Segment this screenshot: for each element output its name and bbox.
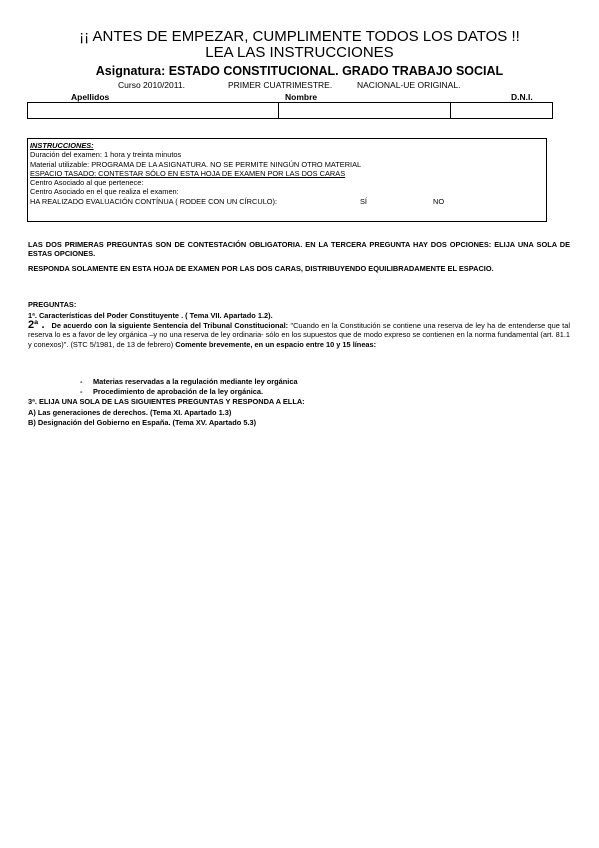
question-2-instruction: Comente brevemente, en un espacio entre 10 y 15 líneas: xyxy=(175,339,377,349)
instructions-box xyxy=(27,138,547,222)
term-label: PRIMER CUATRIMESTRE. xyxy=(228,80,333,90)
continuous-evaluation-row xyxy=(30,197,546,206)
center-belongs-label: Centro Asociado al que pertenece: xyxy=(30,178,144,188)
question-3-option-a: A) Las generaciones de derechos. (Tema XI. Apartado 1.3) xyxy=(28,408,232,417)
question-2 xyxy=(28,321,570,349)
continuous-evaluation-label: HA REALIZADO EVALUACIÓN CONTÍNUA ( RODEE CON UN CÍRCULO): xyxy=(30,196,278,206)
exam-type-label: NACIONAL-UE ORIGINAL. xyxy=(357,80,461,90)
id-fields-box xyxy=(27,102,553,119)
dni-label: D.N.I. xyxy=(511,92,533,102)
question-2-number: 2ª . xyxy=(28,319,45,331)
question-3-option-b: B) Designación del Gobierno en España. (Tema XV. Apartado 5.3) xyxy=(28,418,257,427)
questions-title: PREGUNTAS: xyxy=(28,300,77,309)
header-line-1: ¡¡ ANTES DE EMPEZAR, CUMPLIMENTE TODOS LOS DATOS !! xyxy=(79,28,520,45)
dni-field[interactable] xyxy=(451,103,551,118)
header-line-2: LEA LAS INSTRUCCIONES xyxy=(205,44,394,61)
instruction-duration: Duración del examen: 1 hora y treinta minutos xyxy=(30,150,182,160)
question-1: 1ª. Características del Poder Constituyente . ( Tema VII. Apartado 1.2). xyxy=(28,311,273,320)
name-field[interactable] xyxy=(279,103,451,118)
question-3: 3ª. ELIJA UNA SOLA DE LAS SIGUIENTES PREGUNTAS Y RESPONDA A ELLA: xyxy=(28,397,305,406)
question-2-item-2: - Procedimiento de aprobación de la ley orgánica. xyxy=(80,387,264,396)
note-paragraph-2: RESPONDA SOLAMENTE EN ESTA HOJA DE EXAMEN POR LAS DOS CARAS, DISTRIBUYENDO EQUILIBRADAMENTE EL ESPACIO. xyxy=(28,264,494,273)
instruction-material: Material utilizable: PROGRAMA DE LA ASIGNATURA. NO SE PERMITE NINGÚN OTRO MATERIAL xyxy=(30,159,362,169)
course-label: Curso 2010/2011. xyxy=(118,80,185,90)
question-2-item-1: - Materias reservadas a la regulación mediante ley orgánica xyxy=(80,377,298,386)
surname-field[interactable] xyxy=(28,103,279,118)
instruction-space: ESPACIO TASADO: CONTESTAR SÓLO EN ESTA HOJA DE EXAMEN POR LAS DOS CARAS xyxy=(30,168,346,178)
bullet-dash: - xyxy=(80,387,83,396)
yes-option[interactable]: SÍ xyxy=(360,196,367,206)
bullet-dash: - xyxy=(80,377,83,386)
center-exam-label: Centro Asociado en el que realiza el examen: xyxy=(30,187,179,197)
note-paragraph-1: LAS DOS PRIMERAS PREGUNTAS SON DE CONTESTACIÓN OBLIGATORIA. EN LA TERCERA PREGUNTA HAY DOS OPCIONES: ELIJA UNA SOLA DE ESTAS OPCIONES. xyxy=(28,240,570,259)
question-2-intro: De acuerdo con la siguiente Sentencia del Tribunal Constitucional: xyxy=(51,321,289,330)
question-2-quote: "Cuando en la Constitución se contiene una reserva de ley ha de entenderse que tal reserva lo es a favor de ley orgánica –y no una reserva de ley ordinaria- sólo en los supuestos que de modo expreso se contienen en la norma fundamental (art. 81.1 y conexos)". (STC 5/1981, de 13 de febrero) xyxy=(28,321,570,349)
surname-label: Apellidos xyxy=(71,92,110,102)
name-label: Nombre xyxy=(285,92,318,102)
instructions-title: INSTRUCCIONES: xyxy=(30,141,94,150)
no-option[interactable]: NO xyxy=(433,196,445,206)
subject-title: Asignatura: ESTADO CONSTITUCIONAL. GRADO TRABAJO SOCIAL xyxy=(95,64,504,78)
